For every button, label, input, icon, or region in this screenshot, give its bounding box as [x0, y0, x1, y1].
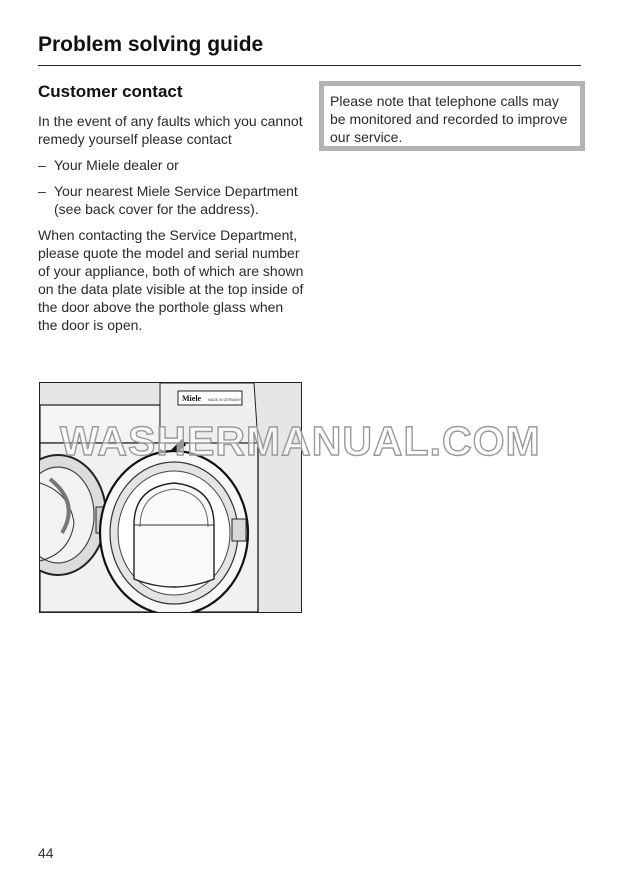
note-text: Please note that telephone calls may be monitored and recorded to improve our service. [330, 93, 568, 145]
plate-brand: Miele [182, 394, 202, 403]
title-divider [38, 65, 581, 66]
bullet-dash: – [38, 157, 46, 173]
bullet-dash: – [38, 183, 46, 199]
washing-machine-figure [39, 382, 302, 613]
list-item [38, 182, 306, 218]
contact-paragraph: When contacting the Service Department, please quote the model and serial number of your appliance, both of which are shown on the data plate visible at the top inside of the door above the porthole glass when the door is open. [38, 227, 304, 333]
page-number: 44 [38, 845, 54, 861]
left-column [38, 82, 306, 342]
plate-text: MADE IN GERMANY [208, 398, 242, 402]
intro-paragraph: In the event of any faults which you cannot remedy yourself please contact [38, 113, 303, 147]
watermark: WASHERMANUAL.COM [60, 418, 541, 464]
bullet-text: Your Miele dealer or [54, 157, 179, 173]
section-heading: Customer contact [38, 82, 183, 101]
page-title: Problem solving guide [38, 33, 264, 56]
note-box [319, 81, 585, 151]
bullet-text: Your nearest Miele Service Department (see back cover for the address). [54, 183, 298, 217]
list-item [38, 156, 306, 174]
